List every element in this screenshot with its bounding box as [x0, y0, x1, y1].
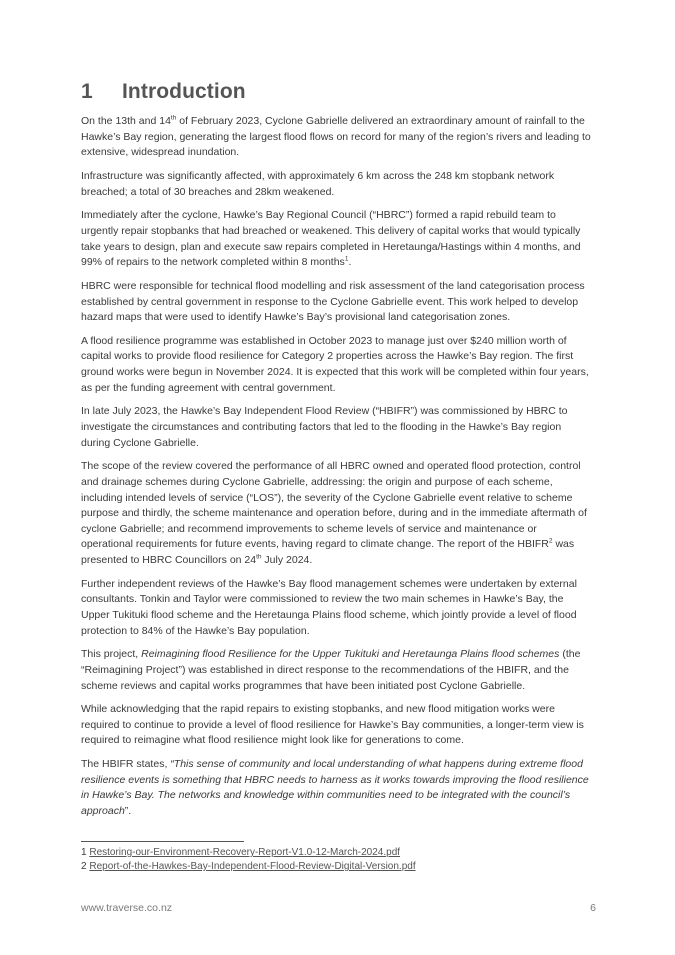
footer-website[interactable]: www.traverse.co.nz	[81, 902, 173, 914]
paragraph-9: This project, Reimagining flood Resilience for the Upper Tukituki and Heretaunga Plains flood schemes (the “Reimagining Project”) was established in direct response to the recommendations of the HBIFR, and the scheme reviews and capital works programmes that have been initiated post Cyclone Gabrielle.	[81, 648, 581, 692]
paragraph-2: Infrastructure was significantly affected, with approximately 6 km across the 248 km stopbank network breached; a total of 30 breaches and 28km weakened.	[81, 169, 555, 198]
paragraph-3: Immediately after the cyclone, Hawke’s Bay Regional Council (“HBRC”) formed a rapid rebuild team to urgently repair stopbanks that had breached or weakened. This delivery of capital works that would typically take years to design, plan and execute saw repairs completed in Heretaunga/Hastings within 4 months, and 99% of repairs to the network completed within 8 months$^1$.	[81, 209, 581, 269]
footnote-2: 2 Report-of-the-Hawkes-Bay-Independent-Flood-Review-Digital-Version.pdf	[81, 861, 416, 872]
hbifr-quote: “This sense of community and local understanding of what happens during extreme flood resilience events is something that HBRC needs to harness as it works towards improving the flood resilience in Hawke’s Bay. The networks and knowledge within communities need to be integrated with the council’s approach	[81, 758, 589, 818]
footnote-ref-2[interactable]: 2	[548, 537, 553, 545]
paragraph-6: In late July 2023, the Hawke’s Bay Independent Flood Review (“HBIFR”) was commissioned by HBRC to investigate the circumstances and contributing factors that led to the flooding in the Hawke’s Bay region during Cyclone Gabrielle.	[81, 405, 568, 449]
paragraph-5: A flood resilience programme was established in October 2023 to manage just over $240 million worth of capital works to provide flood resilience for Category 2 properties across the Hawke’s Bay region. The first ground works were begun in November 2024. It is expected that this work will be completed within four years, as per the funding agreement with central government.	[81, 334, 589, 394]
footnote-1: 1 Restoring-our-Environment-Recovery-Report-V1.0-12-March-2024.pdf	[81, 847, 401, 858]
footnote-2-link[interactable]: Report-of-the-Hawkes-Bay-Independent-Flood-Review-Digital-Version.pdf	[89, 861, 416, 872]
footnote-divider	[81, 841, 244, 842]
footnote-ref-1[interactable]: 1	[344, 255, 349, 263]
paragraph-11: The HBIFR states, “This sense of community and local understanding of what happens during extreme flood resilience events is something that HBRC needs to harness as it works towards improving the flood resilience in Hawke’s Bay. The networks and knowledge within communities need to be integrated with the council’s approach”.	[81, 758, 589, 818]
footnotes	[81, 846, 601, 874]
section-number: 1	[81, 80, 93, 103]
paragraph-1: On the 13th and 14th of February 2023, Cyclone Gabrielle delivered an extraordinary amount of rainfall to the Hawke’s Bay region, generating the largest flood flows on record for many of the region’s rivers and leading to extensive, widespread inundation.	[81, 114, 591, 159]
page-number: 6	[590, 902, 596, 914]
paragraph-10: While acknowledging that the rapid repairs to existing stopbanks, and new flood mitigation works were required to continue to provide a level of flood resilience for Hawke’s Bay communities, a longer-term view is required to reimagine what flood resilience might look like for generations to come.	[81, 703, 584, 747]
section-heading	[81, 80, 246, 104]
body-text	[81, 114, 591, 828]
project-title: Reimagining flood Resilience for the Upper Tukituki and Heretaunga Plains flood schemes	[141, 648, 560, 661]
paragraph-7: The scope of the review covered the performance of all HBRC owned and operated flood protection, control and drainage schemes during Cyclone Gabrielle, addressing: the origin and purpose of each scheme, including intended levels of service (“LOS”), the severity of the Cyclone Gabrielle event relative to scheme purpose and thirdly, the scheme maintenance and operation before, during and in the immediate aftermath of cyclone Gabrielle; and recommend improvements to scheme levels of service and maintenance or operational requirements for future events, having regard to climate change. The report of the HBIFR$^2$ was presented to HBRC Councillors on 24th July 2024.	[81, 460, 587, 566]
section-title: Introduction	[122, 80, 246, 103]
paragraph-4: HBRC were responsible for technical flood modelling and risk assessment of the land categorisation process established by central government in response to the Cyclone Gabrielle event. This work helped to develop hazard maps that were used to identify Hawke’s Bay’s provisional land categorisation zones.	[81, 279, 585, 324]
footnote-1-link[interactable]: Restoring-our-Environment-Recovery-Report-V1.0-12-March-2024.pdf	[89, 847, 401, 858]
paragraph-8: Further independent reviews of the Hawke’s Bay flood management schemes were undertaken by external consultants. Tonkin and Taylor were commissioned to review the two main schemes in Hawke’s Bay, the Upper Tukituki flood scheme and the Heretaunga Plains flood scheme, which jointly provide a level of flood protection to 84% of the Hawke’s Bay population.	[81, 577, 577, 637]
